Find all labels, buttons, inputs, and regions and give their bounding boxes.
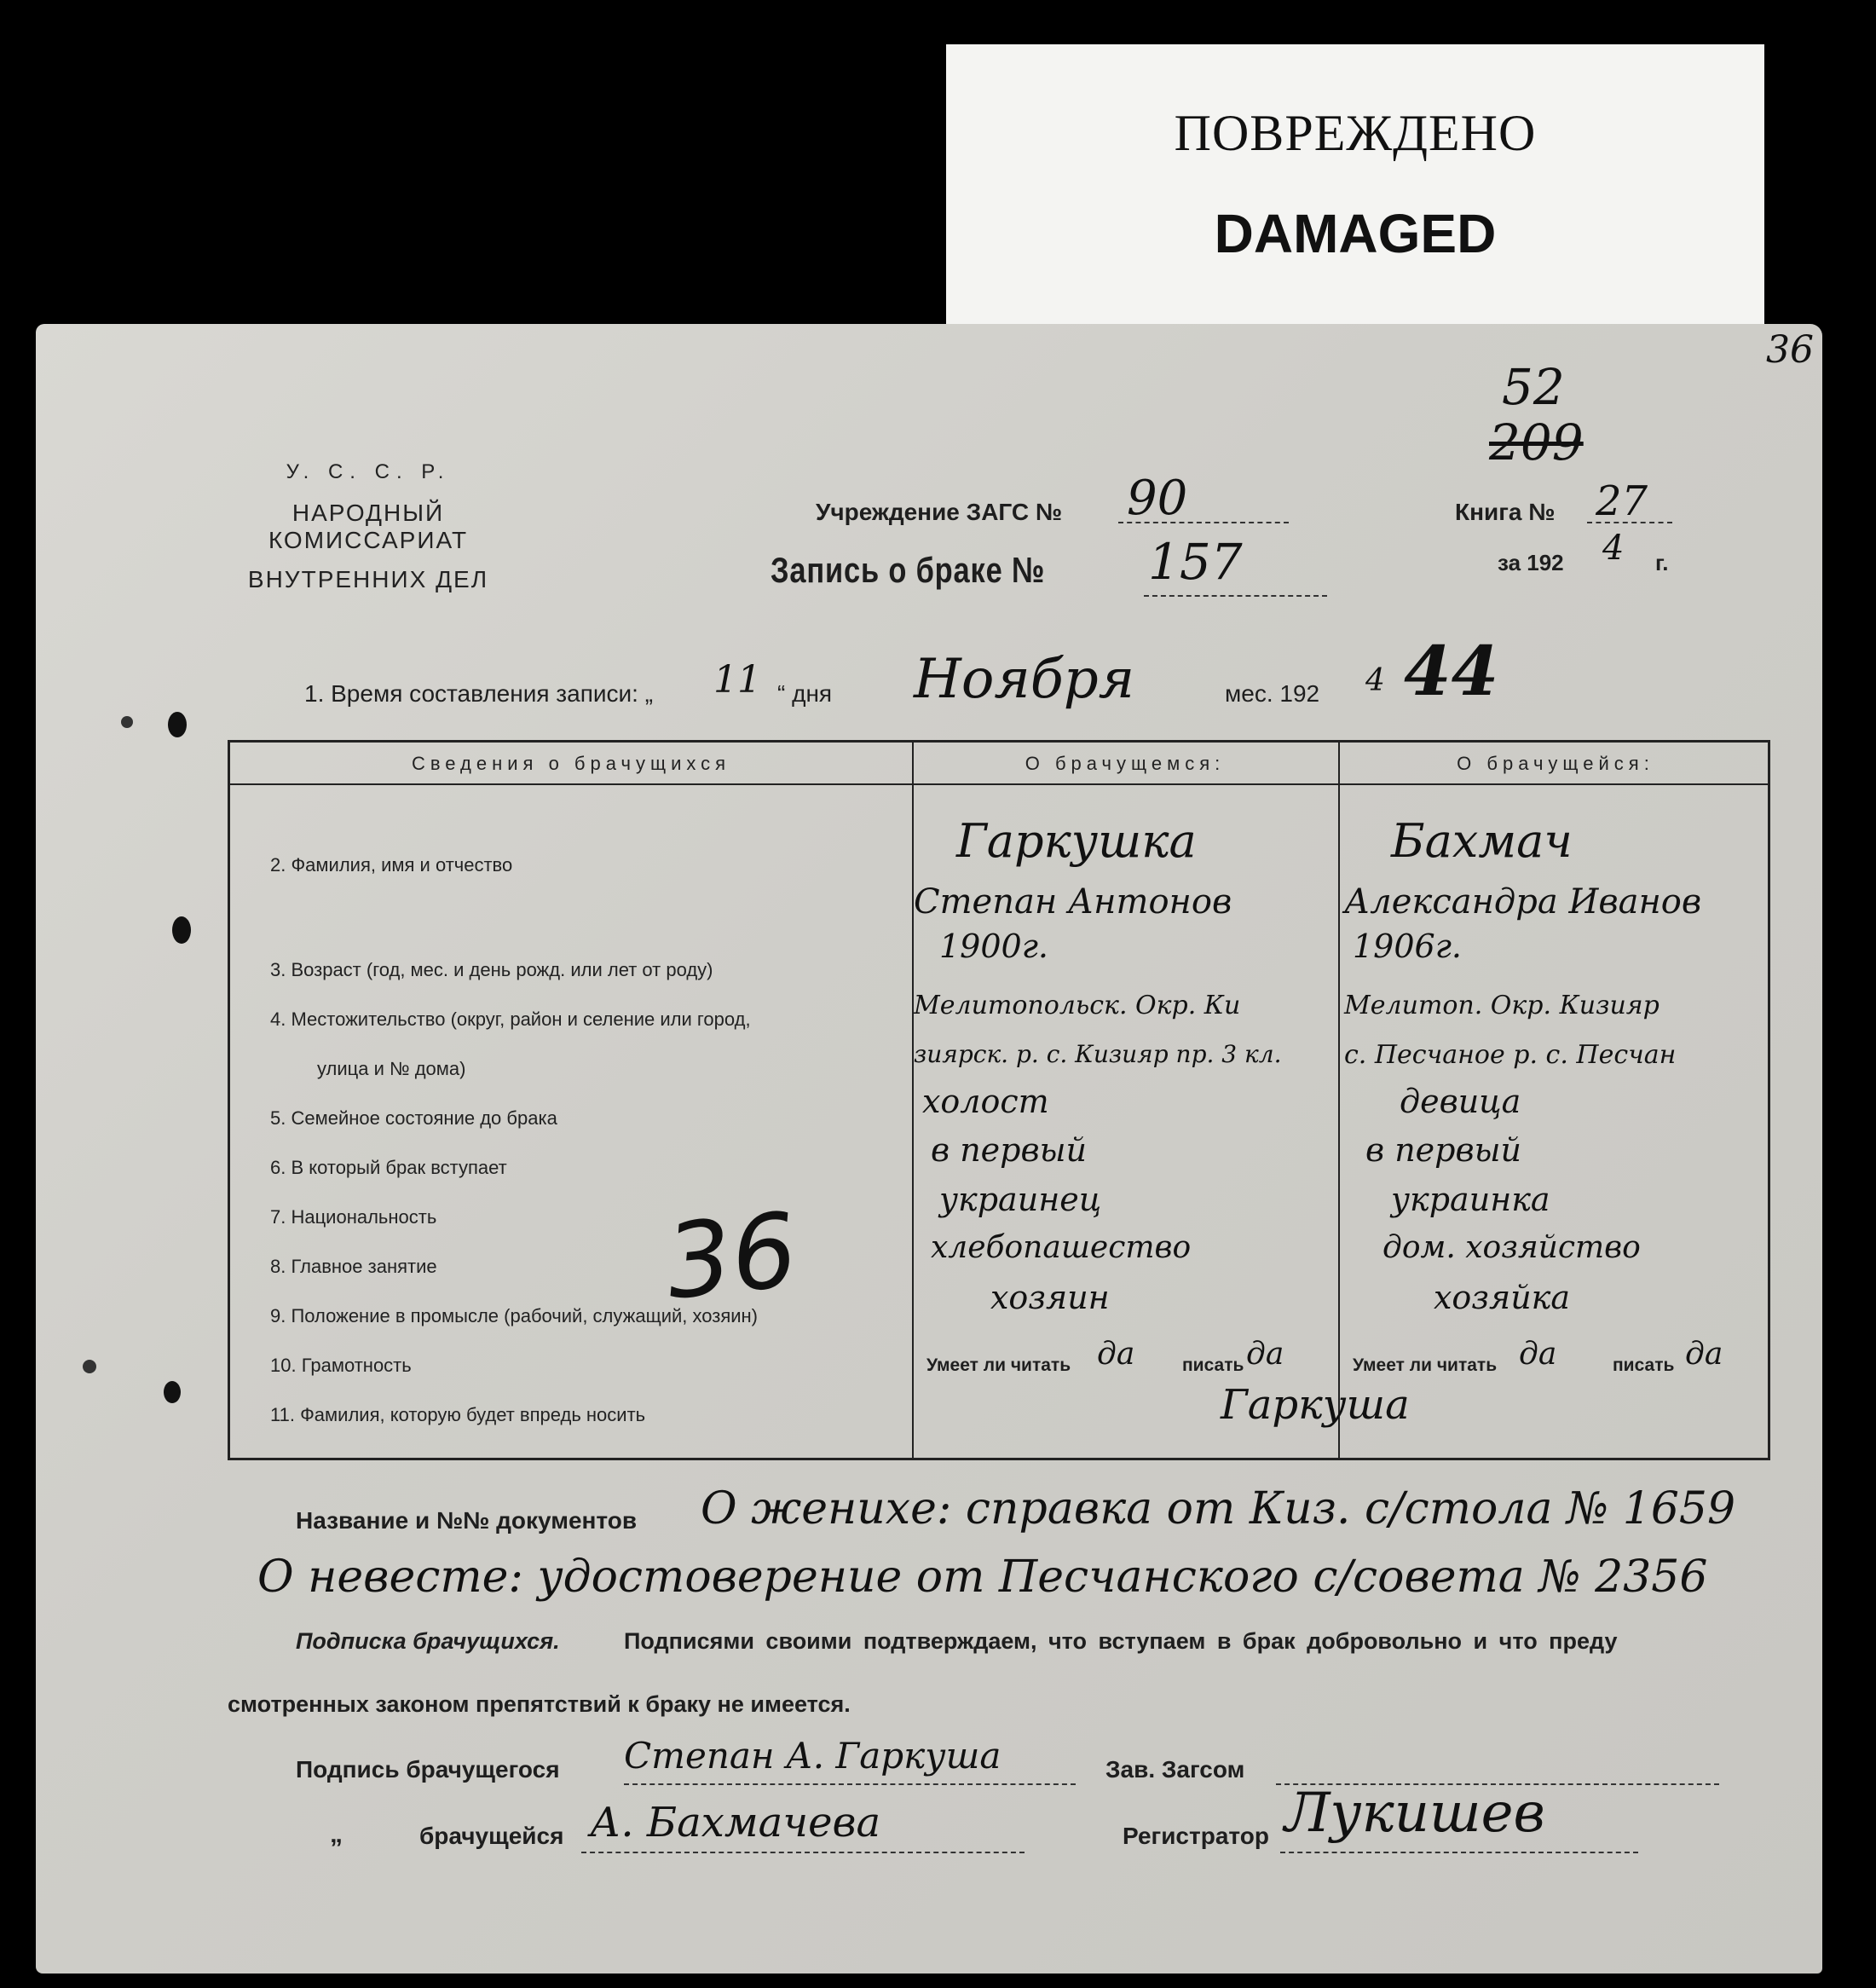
table-header-info: Сведения о брачущихся	[411, 753, 731, 774]
registrar-signature: Лукишев	[1284, 1782, 1545, 1845]
record-extra-number: 44	[1404, 631, 1499, 711]
row-label-residence: 4. Местожительство (округ, район и селение или город,	[270, 1008, 751, 1030]
documents-groom: О женихе: справка от Киз. с/стола № 1659	[701, 1483, 1736, 1534]
punch-hole	[83, 1360, 96, 1373]
punch-hole	[121, 716, 133, 728]
bride-name: Александра Иванов	[1344, 882, 1702, 922]
bride-position: хозяйка	[1434, 1279, 1571, 1316]
pledge-title: Подписка брачущихся.	[296, 1628, 560, 1654]
internal-affairs-label: ВНУТРЕННИХ ДЕЛ	[247, 566, 489, 592]
table-header-row	[230, 743, 1768, 785]
row-label-position: 9. Положение в промысле (рабочий, служащий, хозяин)	[270, 1305, 758, 1326]
punch-hole	[172, 916, 191, 944]
damaged-label-ru: ПОВРЕЖДЕНО	[1174, 105, 1537, 161]
row-label-literacy: 10. Грамотность	[270, 1355, 412, 1376]
bride-write-value: да	[1685, 1337, 1723, 1372]
record-number: 157	[1148, 533, 1243, 591]
table-divider	[912, 743, 914, 1458]
issuing-authority	[189, 460, 547, 593]
marriage-record-sheet	[36, 324, 1822, 1974]
groom-read-label: Умеет ли читать	[926, 1355, 1071, 1375]
groom-age: 1900г.	[939, 928, 1048, 965]
bride-surname: Бахмач	[1391, 814, 1573, 868]
year-suffix: г.	[1655, 550, 1669, 575]
pledge-text-1: Подписями своими подтверждаем, что вступаем в брак добровольно и что преду	[624, 1628, 1618, 1654]
bride-nationality: украинка	[1391, 1181, 1550, 1218]
table-divider	[1338, 743, 1340, 1458]
bride-signature-line	[581, 1852, 1025, 1853]
groom-position: хозяин	[990, 1279, 1110, 1316]
groom-occupation: хлебопашество	[931, 1230, 1192, 1265]
bride-age: 1906г.	[1353, 928, 1462, 965]
row-label-occupation: 8. Главное занятие	[270, 1256, 437, 1277]
bride-signature-label: брачущейся	[419, 1823, 564, 1849]
record-month: Ноября	[914, 648, 1135, 711]
record-number-underline	[1144, 595, 1327, 597]
day-label: “ дня	[777, 680, 833, 707]
bride-write-label: писать	[1613, 1355, 1675, 1375]
record-year-digit: 4	[1365, 663, 1385, 698]
groom-read-value: да	[1097, 1337, 1135, 1372]
month-label: мес. 192	[1225, 680, 1320, 707]
groom-write-value: да	[1246, 1337, 1284, 1372]
row-label-residence-cont: улица и № дома)	[317, 1058, 466, 1079]
bride-signature: А. Бахмачева	[590, 1799, 881, 1846]
commissariat-label: НАРОДНЫЙ КОМИССАРИАТ	[268, 500, 469, 553]
zags-label: Учреждение ЗАГС №	[816, 499, 1063, 525]
bride-marriage-count: в первый	[1365, 1131, 1522, 1169]
margin-number: 36	[661, 1191, 803, 1323]
row-label-name: 2. Фамилия, имя и отчество	[270, 854, 513, 876]
head-registrar-label: Зав. Загсом	[1105, 1756, 1245, 1783]
year-digit: 4	[1602, 529, 1625, 568]
future-surname: Гаркуша	[1221, 1381, 1410, 1429]
damaged-label-en: DAMAGED	[1214, 203, 1497, 264]
book-underline	[1587, 522, 1672, 523]
groom-residence-2: зиярск. р. с. Кизияр пр. 3 кл.	[914, 1040, 1282, 1068]
table-header-groom: О брачущемся:	[1025, 753, 1226, 774]
row-label-marital: 5. Семейное состояние до брака	[270, 1107, 557, 1129]
bride-marital: девица	[1400, 1083, 1521, 1120]
table-header-bride: О брачущейся:	[1457, 753, 1654, 774]
groom-marital: холост	[922, 1083, 1049, 1120]
record-title: Запись о браке №	[771, 550, 1046, 590]
pledge-text-2: смотренных законом препятствий к браку не имеется.	[228, 1691, 851, 1717]
groom-surname: Гаркушка	[956, 814, 1197, 868]
ussr-label: У. С. С. Р.	[286, 460, 451, 483]
documents-bride: О невесте: удостоверение от Песчанского с/совета № 2356	[257, 1552, 1708, 1603]
edge-page-number: 36	[1766, 328, 1814, 372]
struck-archive-number: 209	[1489, 413, 1584, 471]
groom-write-label: писать	[1182, 1355, 1244, 1375]
row-label-marriage-count: 6. В который брак вступает	[270, 1157, 507, 1178]
zags-number: 90	[1127, 471, 1188, 526]
row-label-nationality: 7. Национальность	[270, 1206, 437, 1228]
archive-number: 52	[1502, 358, 1565, 416]
bride-read-value: да	[1519, 1337, 1557, 1372]
punch-hole	[164, 1381, 181, 1403]
book-number: 27	[1596, 477, 1648, 525]
groom-name: Степан Антонов	[914, 882, 1232, 922]
book-label: Книга №	[1455, 499, 1556, 525]
punch-hole	[168, 712, 187, 737]
groom-residence-1: Мелитопольск. Окр. Ки	[914, 991, 1241, 1020]
registrar-signature-line	[1280, 1852, 1638, 1853]
time-of-record-label: 1. Время составления записи: „	[304, 680, 654, 707]
groom-signature: Степан А. Гаркуша	[624, 1735, 1001, 1777]
row-label-age: 3. Возраст (год, мес. и день рожд. или лет от роду)	[270, 959, 713, 980]
row-label-future-surname: 11. Фамилия, которую будет впредь носить	[270, 1404, 646, 1425]
groom-signature-label: Подпись брачущегося	[296, 1756, 560, 1783]
registrar-label: Регистратор	[1123, 1823, 1269, 1849]
documents-label: Название и №№ документов	[296, 1507, 638, 1534]
groom-signature-line	[624, 1783, 1076, 1785]
record-day: 11	[713, 658, 761, 702]
year-prefix: за 192	[1498, 550, 1564, 575]
ditto-mark: „	[330, 1820, 343, 1848]
groom-marriage-count: в первый	[931, 1131, 1088, 1169]
zags-underline	[1118, 522, 1289, 523]
bride-occupation: дом. хозяйство	[1382, 1230, 1641, 1265]
bride-residence-2: с. Песчаное р. с. Песчан	[1344, 1040, 1677, 1070]
groom-nationality: украинец	[939, 1181, 1102, 1218]
bride-residence-1: Мелитоп. Окр. Кизияр	[1344, 991, 1660, 1020]
bride-read-label: Умеет ли читать	[1353, 1355, 1498, 1375]
